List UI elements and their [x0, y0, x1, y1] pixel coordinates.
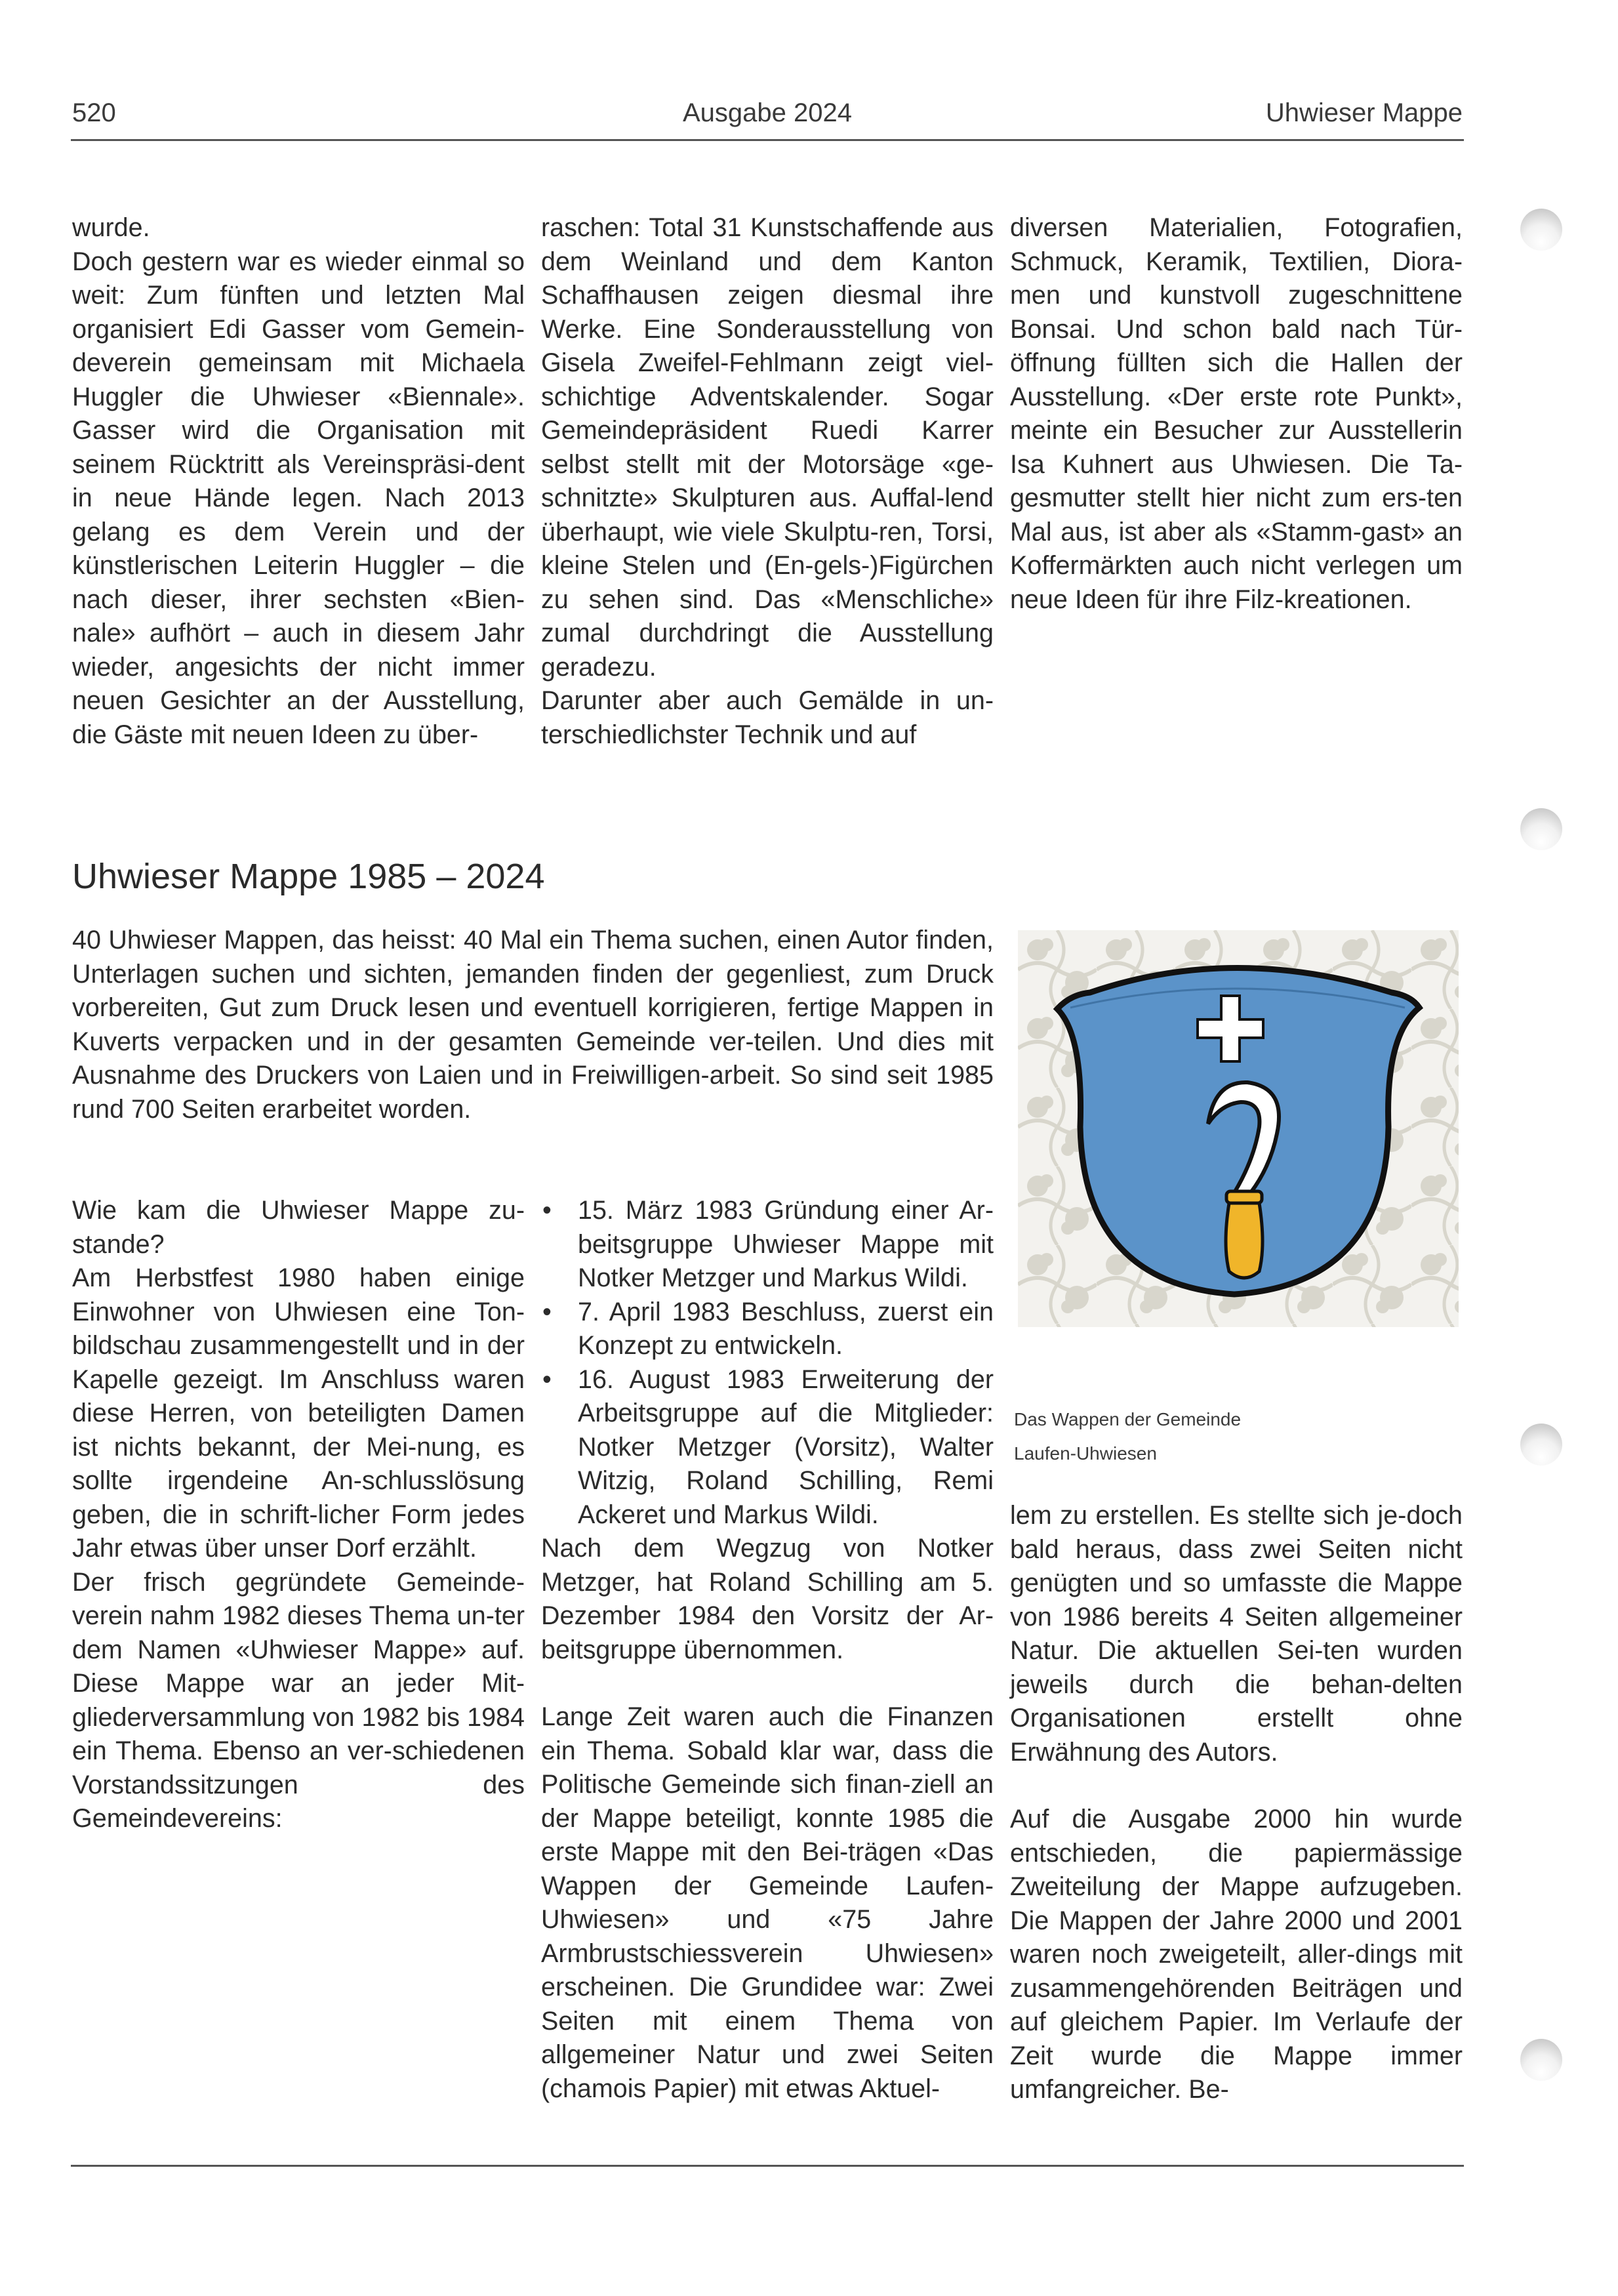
- paragraph: wurde.: [72, 213, 150, 242]
- paragraph: Am Herbstfest 1980 haben einige Einwohner von Uhwiesen eine Ton-bildschau zusammengestellt und in der Kapelle gezeigt. Im Anschluss waren diese Herren, von beteiligten Damen ist nichts bekannt, der Mei-nung, es sollte irgendeine An-schlusslösung geben, die in schrift-licher Form jedes Jahr etwas über unser Dorf erzählt.: [72, 1263, 525, 1563]
- coat-of-arms-icon: [1018, 930, 1459, 1327]
- edition-label: Ausgabe 2024: [682, 98, 852, 127]
- bullet-icon: •: [542, 1364, 552, 1394]
- section-heading: Uhwieser Mappe 1985 – 2024: [72, 857, 545, 896]
- list-item-text: 15. März 1983 Gründung einer Ar-beitsgruppe Uhwieser Mappe mit Notker Metzger und Markus Wildi.: [578, 1196, 994, 1292]
- paragraph: Nach dem Wegzug von Notker Metzger, hat Roland Schilling am 5. Dezember 1984 den Vorsitz der Ar-beitsgruppe übernommen.: [541, 1534, 994, 1664]
- bullet-icon: •: [542, 1196, 552, 1225]
- paragraph: diversen Materialien, Fotografien, Schmuck, Keramik, Textilien, Diora-men und kunstvoll zugeschnittene Bonsai. Und schon bald nach Tür-öffnung füllten sich die Hallen der Ausstellung. «Der erste rote Punkt», meinte ein Besucher zur Ausstellerin Isa Kuhnert aus Uhwiesen. Die Ta-gesmutter stellt hier nicht zum ers-ten Mal aus, ist aber als «Stamm-gast» an Koffermärkten auch nicht verlegen um neue Ideen für ihre Filz-kreationen.: [1010, 213, 1463, 614]
- paragraph: Wie kam die Uhwieser Mappe zu-stande?: [72, 1196, 525, 1259]
- list-item: [541, 1296, 994, 1363]
- article-column-1: [72, 211, 525, 752]
- milestone-list: [541, 1194, 994, 1532]
- punch-hole-icon: [1520, 2039, 1562, 2081]
- caption-line: Laufen-Uhwiesen: [1014, 1443, 1157, 1464]
- list-item: [541, 1194, 994, 1296]
- punch-hole-icon: [1520, 1424, 1562, 1466]
- section-column-3: [1010, 1499, 1463, 2107]
- section-column-2: [541, 1194, 994, 2106]
- article-column-3: [1010, 211, 1463, 617]
- figure-caption: [1014, 1403, 1241, 1471]
- paragraph: Der frisch gegründete Gemeinde-verein nahm 1982 dieses Thema un-ter dem Namen «Uhwieser Mappe» auf. Diese Mappe war an jeder Mit-gliederversammlung von 1982 bis 1984 ein Thema. Ebenso an ver-schiedenen Vorstandssitzungen des Gemeindevereins:: [72, 1567, 525, 1833]
- paragraph: Doch gestern war es wieder einmal so weit: Zum fünften und letzten Mal organisiert Edi Gasser vom Gemein-deverein gemeinsam mit Michaela Huggler die Uhwieser «Biennale». Gasser wird die Organisation mit seinem Rücktritt als Vereinspräsi-dent in neue Hände legen. Nach 2013 gelang es dem Verein und der künstlerischen Leiterin Huggler – die nach dieser, ihrer sechsten «Bien-nale» aufhört – auch in diesem Jahr wieder, angesichts der nicht immer neuen Gesichter an der Ausstellung, die Gäste mit neuen Ideen zu über-: [72, 247, 525, 749]
- publication-title: Uhwieser Mappe: [1265, 98, 1463, 127]
- paragraph: Lange Zeit waren auch die Finanzen ein Thema. Sobald klar war, dass die Politische Gemeinde sich finan-ziell an der Mappe beteiligt, konnte 1985 die erste Mappe mit den Bei-trägen «Das Wappen der Gemeinde Laufen-Uhwiesen» und «75 Jahre Armbrustschiessverein Uhwiesen» erscheinen. Die Grundidee war: Zwei Seiten mit einem Thema von allgemeiner Natur und zwei Seiten (chamois Papier) mit etwas Aktuel-: [541, 1702, 994, 2103]
- punch-hole-icon: [1520, 209, 1562, 251]
- paragraph: raschen: Total 31 Kunstschaffende aus dem Weinland und dem Kanton Schaffhausen zeigen diesmal ihre Werke. Eine Sonderausstellung von Gisela Zweifel-Fehlmann zeigt viel-schichtige Adventskalender. Sogar Gemeindepräsident Ruedi Karrer selbst stellt mit der Motorsäge «ge-schnitzte» Skulpturen aus. Auffal-lend überhaupt, wie viele Skulptu-ren, Torsi, kleine Stelen und (En-gels-)Figürchen zu sehen sind. Das «Menschliche» zumal durchdringt die Ausstellung geradezu.: [541, 213, 994, 682]
- footer-divider: [71, 2165, 1464, 2167]
- bullet-icon: •: [542, 1297, 552, 1326]
- section-intro: 40 Uhwieser Mappen, das heisst: 40 Mal ein Thema suchen, einen Autor finden, Unterlagen suchen und sichten, jemanden finden der gegenliest, zum Druck vorbereiten, Gut zum Druck lesen und eventuell korrigieren, fertige Mappen in Kuverts verpacken und in der gesamten Gemeinde ver-teilen. Und dies mit Ausnahme des Druckers von Laien und in Freiwilligen-arbeit. So sind seit 1985 rund 700 Seiten erarbeitet worden.: [72, 926, 994, 1124]
- page-number: 520: [72, 98, 116, 127]
- coat-of-arms-image: [1018, 930, 1459, 1327]
- section-column-1: [72, 1194, 525, 1836]
- punch-hole-icon: [1520, 808, 1562, 850]
- page-header: [72, 98, 1463, 138]
- caption-line: Das Wappen der Gemeinde: [1014, 1409, 1242, 1429]
- header-divider: [71, 139, 1464, 141]
- list-item-text: 16. August 1983 Erweiterung der Arbeitsgruppe auf die Mitglieder: Notker Metzger (Vorsitz), Walter Witzig, Roland Schilling, Remi Ackeret und Markus Wildi.: [578, 1364, 994, 1529]
- list-item: [541, 1363, 994, 1532]
- article-column-2: [541, 211, 994, 752]
- paragraph: lem zu erstellen. Es stellte sich je-doch bald heraus, dass zwei Seiten nicht genügten und so umfasste die Mappe von 1986 bereits 4 Seiten allgemeiner Natur. Die aktuellen Sei-ten wurden jeweils durch die behan-delten Organisationen erstellt ohne Erwähnung des Autors.: [1010, 1501, 1463, 1767]
- list-item-text: 7. April 1983 Beschluss, zuerst ein Konzept zu entwickeln.: [578, 1297, 994, 1360]
- paragraph: Darunter aber auch Gemälde in un-terschiedlichster Technik und auf: [541, 686, 994, 749]
- paragraph: Auf die Ausgabe 2000 hin wurde entschieden, die papiermässige Zweiteilung der Mappe aufzugeben. Die Mappen der Jahre 2000 und 2001 waren noch zweigeteilt, aller-dings mit zusammengehörenden Beiträgen und auf gleichem Papier. Im Verlaufe der Zeit wurde die Mappe immer umfangreicher. Be-: [1010, 1805, 1463, 2104]
